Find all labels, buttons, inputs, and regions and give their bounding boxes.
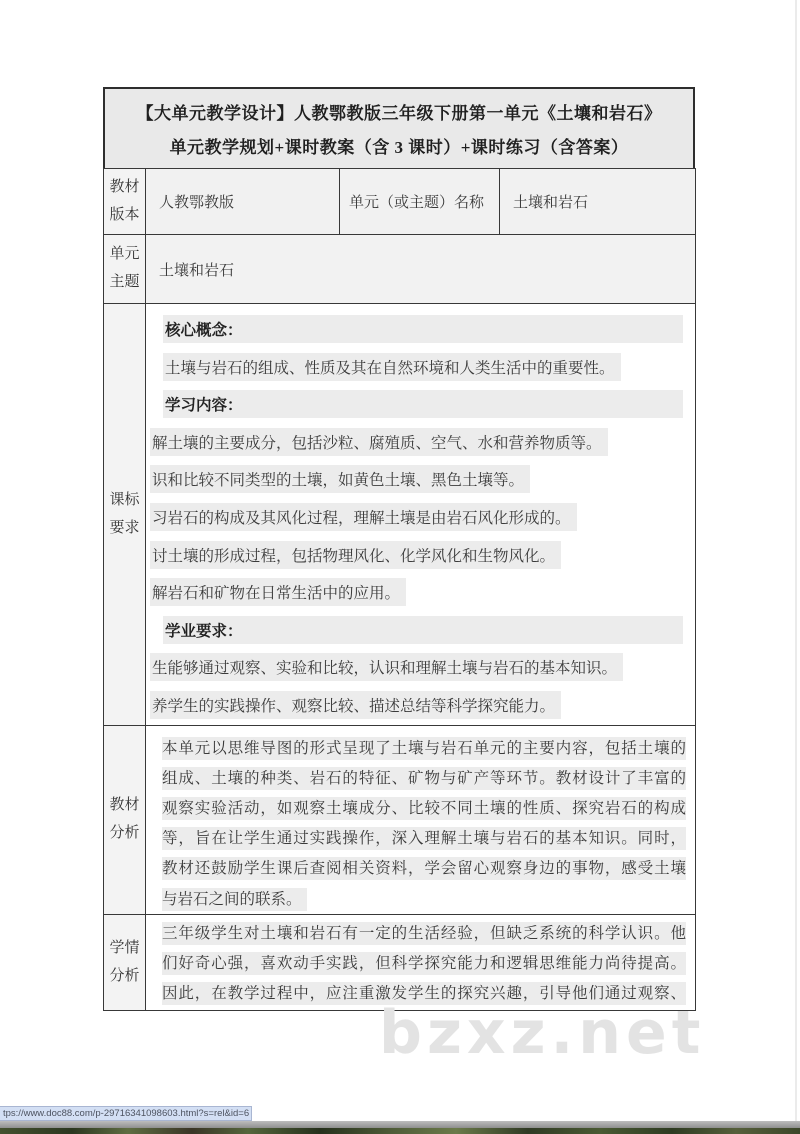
table-row-standards (104, 304, 696, 726)
text-highlight: 教材还鼓励学生课后查阅相关资料，学会留心观察身边的事物，感受土壤 (162, 857, 686, 880)
header-line: 教材 (109, 797, 140, 814)
text-highlight: 学习内容： (163, 390, 683, 418)
text-highlight: 们好奇心强，喜欢动手实践，但科学探究能力和逻辑思维能力尚待提高。 (162, 952, 686, 975)
table-row-student-analysis (104, 915, 696, 1011)
header-line: 单元 (109, 246, 140, 263)
student-analysis-paragraph (146, 916, 695, 1009)
text-line (162, 949, 686, 979)
text-line (162, 763, 686, 793)
text-highlight: 与岩石之间的联系。 (162, 888, 307, 911)
text-line (162, 918, 686, 948)
unit-name-value: 土壤和岩石 (500, 169, 696, 235)
text-line (146, 385, 689, 423)
unit-name-header: 单元（或主题）名称 (340, 169, 500, 235)
text-line (146, 536, 689, 574)
standards-content (146, 304, 696, 726)
text-line (146, 649, 689, 687)
header-line: 课标 (109, 491, 140, 508)
text-line (146, 573, 689, 611)
page-edge-line (795, 0, 797, 1134)
status-url-tooltip: tps://www.doc88.com/p-29716341098603.html?s=rel&id=6 (0, 1106, 252, 1121)
unit-theme-value: 土壤和岩石 (146, 235, 696, 304)
header-line: 分析 (109, 967, 140, 984)
text-highlight: 生能够通过观察、实验和比较，认识和理解土壤与岩石的基本知识。 (150, 653, 623, 681)
standards-header (104, 304, 146, 726)
standards-lines (146, 305, 695, 724)
text-highlight: 识和比较不同类型的土壤，如黄色土壤、黑色土壤等。 (150, 465, 530, 493)
text-highlight: 讨土壤的形成过程，包括物理风化、化学风化和生物风化。 (150, 541, 561, 569)
text-highlight: 因此，在教学过程中，应注重激发学生的探究兴趣，引导他们通过观察、 (162, 982, 686, 1005)
text-highlight: 等，旨在让学生通过实践操作，深入理解土壤与岩石的基本知识。同时， (162, 827, 686, 850)
document-title (103, 87, 695, 168)
text-highlight: 解岩石和矿物在日常生活中的应用。 (150, 578, 406, 606)
table-row-unit-theme (104, 235, 696, 304)
text-line (146, 611, 689, 649)
text-highlight: 观察实验活动，如观察土壤成分、比较不同土壤的性质、探究岩石的构成 (162, 797, 686, 820)
text-line (146, 498, 689, 536)
unit-theme-header (104, 235, 146, 304)
wallpaper-strip (0, 1128, 800, 1134)
text-line (162, 884, 686, 914)
student-analysis-content (146, 915, 696, 1011)
text-highlight: 土壤与岩石的组成、性质及其在自然环境和人类生活中的重要性。 (163, 353, 621, 381)
text-line (162, 793, 686, 823)
text-line (146, 686, 689, 724)
header-line: 主题 (109, 274, 140, 290)
title-line-1: 【大单元教学设计】人教鄂教版三年级下册第一单元《土壤和岩石》 (136, 103, 662, 123)
text-highlight: 养学生的实践操作、观察比较、描述总结等科学探究能力。 (150, 691, 561, 719)
student-analysis-header (104, 915, 146, 1011)
header-line: 学情 (109, 939, 140, 956)
text-highlight: 组成、土壤的种类、岩石的特征、矿物与矿产等环节。教材设计了丰富的 (162, 767, 686, 790)
header-line: 教材 (109, 178, 140, 195)
material-analysis-paragraph (146, 726, 695, 914)
title-line-2: 单元教学规划+课时教案（含 3 课时）+课时练习（含答案） (169, 138, 629, 158)
header-line: 版本 (109, 206, 140, 223)
text-line (146, 461, 689, 499)
text-highlight: 解土壤的主要成分，包括沙粒、腐殖质、空气、水和营养物质等。 (150, 428, 608, 456)
text-highlight: 习岩石的构成及其风化过程，理解土壤是由岩石风化形成的。 (150, 503, 577, 531)
text-highlight: 本单元以思维导图的形式呈现了土壤与岩石单元的主要内容，包括土壤的 (162, 737, 686, 760)
text-line (146, 348, 689, 386)
header-line: 要求 (109, 519, 140, 536)
table-row-textbook-version (104, 169, 696, 235)
text-line (146, 423, 689, 461)
site-watermark: bzxz.net (379, 998, 706, 1068)
header-line: 分析 (109, 825, 140, 842)
table-row-material-analysis (104, 726, 696, 915)
text-highlight: 核心概念： (163, 315, 683, 343)
unit-info-table (103, 168, 696, 1011)
text-line (162, 854, 686, 884)
material-analysis-header (104, 726, 146, 915)
text-line (162, 733, 686, 763)
text-line (162, 824, 686, 854)
text-line (146, 310, 689, 348)
textbook-version-header (104, 169, 146, 235)
textbook-version-value: 人教鄂教版 (146, 169, 340, 235)
taskbar-edge (0, 1121, 800, 1128)
text-highlight: 学业要求： (163, 616, 683, 644)
material-analysis-content (146, 726, 696, 915)
text-highlight: 三年级学生对土壤和岩石有一定的生活经验，但缺乏系统的科学认识。他 (162, 922, 686, 945)
